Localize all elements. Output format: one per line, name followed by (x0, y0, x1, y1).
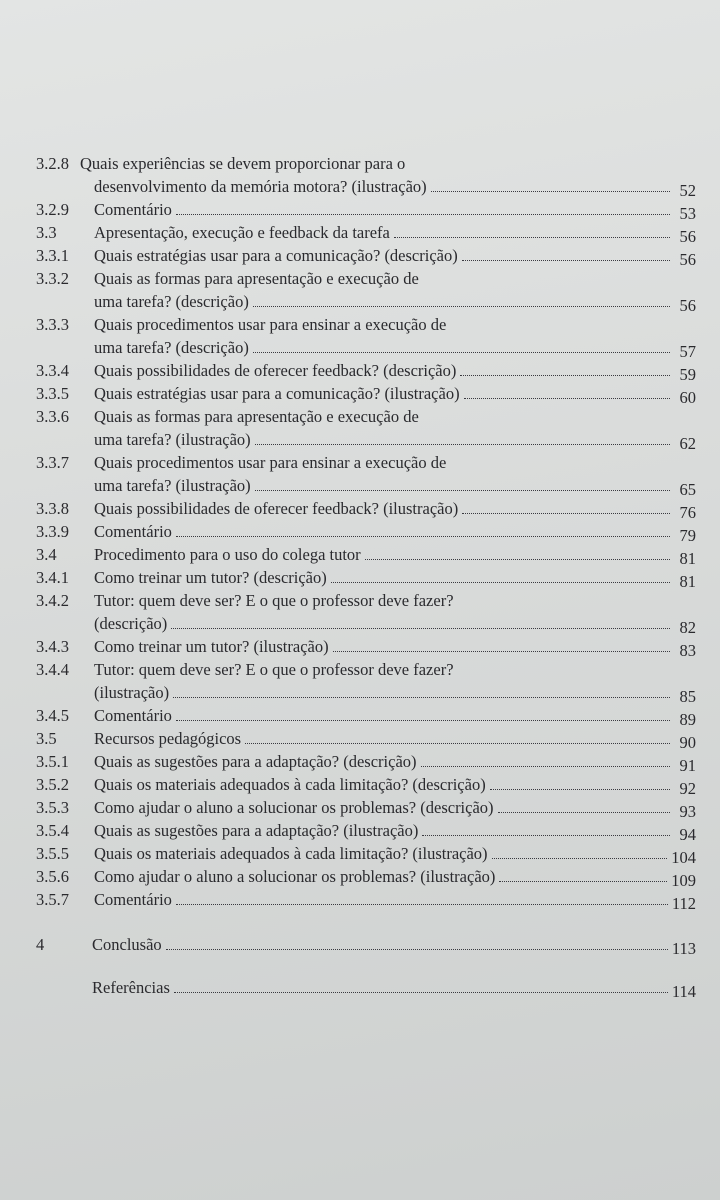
dot-leader (176, 904, 668, 905)
toc-entry (36, 543, 696, 566)
toc-entry-line (94, 290, 696, 313)
toc-entry-line (94, 198, 696, 221)
toc-entry-line (94, 865, 696, 888)
toc-entry (36, 313, 696, 359)
toc-entry-line (94, 658, 696, 681)
toc-entry-line (94, 612, 696, 635)
toc-entry-line (92, 933, 696, 956)
dot-leader (492, 858, 668, 859)
dot-leader (394, 237, 670, 238)
dot-leader (431, 191, 670, 192)
dot-leader (255, 444, 670, 445)
toc-page-number: 114 (671, 982, 696, 1001)
toc-entry-title: uma tarefa? (descrição) (94, 338, 249, 357)
toc-page-number: 83 (679, 641, 696, 660)
toc-page-number: 56 (679, 296, 696, 315)
toc-entry-title: Quais os materiais adequados à cada limitação? (ilustração) (94, 844, 488, 863)
toc-entry-title: Como ajudar o aluno a solucionar os problemas? (descrição) (94, 798, 494, 817)
toc-entry-number: 3.3.8 (36, 499, 69, 518)
toc-entry-title: Tutor: quem deve ser? E o que o professor deve fazer? (94, 660, 454, 679)
toc-entry-number: 3.4.1 (36, 568, 69, 587)
toc-entry-title: Tutor: quem deve ser? E o que o professor deve fazer? (94, 591, 454, 610)
toc-entry (36, 405, 696, 451)
toc-page-number: 92 (679, 779, 696, 798)
dot-leader (171, 628, 670, 629)
toc-entry-title: Quais procedimentos usar para ensinar a execução de (94, 315, 447, 334)
toc-entry-line (94, 750, 696, 773)
toc-entry (36, 704, 696, 727)
dot-leader (176, 214, 670, 215)
toc-page-number: 56 (679, 250, 696, 269)
toc-entry-title: Comentário (94, 706, 172, 725)
dot-leader (173, 697, 670, 698)
toc-entry (36, 497, 696, 520)
toc-entry (36, 359, 696, 382)
toc-entry-number: 3.3.4 (36, 361, 69, 380)
toc-entry-title: Quais possibilidades de oferecer feedback? (ilustração) (94, 499, 459, 518)
toc-entry-title: Quais as sugestões para a adaptação? (descrição) (94, 752, 417, 771)
toc-entry (36, 865, 696, 888)
toc-page-number: 79 (679, 526, 696, 545)
toc-entry-title: uma tarefa? (ilustração) (94, 430, 251, 449)
toc-entry-title: uma tarefa? (ilustração) (94, 476, 251, 495)
toc-entry-title: Comentário (94, 200, 172, 219)
dot-leader (498, 812, 670, 813)
toc-entry-title: Procedimento para o uso do colega tutor (94, 545, 361, 564)
toc-entry-line (94, 727, 696, 750)
toc-entry-line (94, 681, 696, 704)
toc-entry-number: 3.5.7 (36, 890, 69, 909)
toc-page-number: 89 (679, 710, 696, 729)
toc-entry-title: Quais experiências se devem proporcionar para o (80, 154, 406, 173)
toc-entry-title: Quais as formas para apresentação e execução de (94, 269, 419, 288)
toc-entry (36, 198, 696, 221)
toc-entry-line (92, 976, 696, 999)
toc-entry-line (94, 704, 696, 727)
toc-entry (36, 727, 696, 750)
toc-entry-title: Recursos pedagógicos (94, 729, 242, 748)
toc-entry-line (94, 589, 696, 612)
toc-page-number: 104 (671, 848, 696, 867)
toc-entry-title: Como ajudar o aluno a solucionar os problemas? (ilustração) (94, 867, 496, 886)
toc-page-number: 93 (679, 802, 696, 821)
toc-entry-title: Como treinar um tutor? (ilustração) (94, 637, 329, 656)
toc-page-number: 59 (679, 365, 696, 384)
toc-entry-number: 3.5.4 (36, 821, 69, 840)
toc-entry-line (94, 175, 696, 198)
toc-entry-line (94, 451, 696, 474)
toc-entry (36, 658, 696, 704)
toc-page-number: 113 (671, 939, 696, 958)
toc-entry-line (94, 428, 696, 451)
toc-entry (36, 267, 696, 313)
toc-entry (36, 819, 696, 842)
toc-entry-line (94, 405, 696, 428)
toc-entry-line (94, 566, 696, 589)
toc-entry-title: desenvolvimento da memória motora? (ilustração) (94, 177, 427, 196)
toc-entry-number: 3.2.8 (36, 154, 69, 173)
toc-entry-number: 3.4.3 (36, 637, 69, 656)
toc-entry-line (94, 819, 696, 842)
toc-page-number: 94 (679, 825, 696, 844)
toc-entry-number: 3.3.6 (36, 407, 69, 426)
toc-entry-title: Comentário (94, 522, 172, 541)
toc-entry-title: (descrição) (94, 614, 168, 633)
toc-entry-title: Como treinar um tutor? (descrição) (94, 568, 327, 587)
toc-entry (36, 796, 696, 819)
toc-entry (36, 451, 696, 497)
dot-leader (166, 949, 668, 950)
dot-leader (253, 306, 670, 307)
toc-entry-number: 3.4.2 (36, 591, 69, 610)
dot-leader (460, 375, 670, 376)
toc-entry-title: Conclusão (92, 935, 162, 954)
toc-entry (36, 635, 696, 658)
table-of-contents (36, 152, 696, 999)
toc-entry-line (94, 336, 696, 359)
toc-chapter-entry (36, 933, 696, 956)
dot-leader (490, 789, 670, 790)
toc-entry-number: 3.4.4 (36, 660, 69, 679)
toc-entry-line (94, 635, 696, 658)
toc-entry-number: 3.3.2 (36, 269, 69, 288)
toc-page-number: 62 (679, 434, 696, 453)
dot-leader (422, 835, 670, 836)
toc-page-number: 56 (679, 227, 696, 246)
toc-entry-number: 3.5.2 (36, 775, 69, 794)
toc-entry-line (94, 313, 696, 336)
toc-entry-line (94, 474, 696, 497)
toc-entry (36, 589, 696, 635)
toc-entry-number: 3.4 (36, 545, 57, 564)
toc-entry-title: Quais estratégias usar para a comunicação? (descrição) (94, 246, 458, 265)
toc-entry-line (94, 244, 696, 267)
toc-entry-title: Apresentação, execução e feedback da tarefa (94, 223, 390, 242)
toc-page-number: 52 (679, 181, 696, 200)
toc-entry-line (94, 842, 696, 865)
toc-page-number: 81 (679, 549, 696, 568)
dot-leader (365, 559, 670, 560)
toc-entry (36, 842, 696, 865)
dot-leader (255, 490, 670, 491)
toc-page-number: 85 (679, 687, 696, 706)
dot-leader (245, 743, 670, 744)
toc-entry-title: Quais as sugestões para a adaptação? (ilustração) (94, 821, 419, 840)
toc-entry-title: uma tarefa? (descrição) (94, 292, 249, 311)
toc-entry-line (94, 520, 696, 543)
toc-entry-number: 3.5.5 (36, 844, 69, 863)
toc-references-entry (36, 976, 696, 999)
toc-entry-line (94, 267, 696, 290)
dot-leader (462, 513, 670, 514)
dot-leader (331, 582, 670, 583)
toc-entry-line (94, 543, 696, 566)
toc-page-number: 76 (679, 503, 696, 522)
dot-leader (333, 651, 670, 652)
toc-entry-number: 3.5 (36, 729, 57, 748)
toc-entry-line (94, 796, 696, 819)
toc-page-number: 60 (679, 388, 696, 407)
toc-entry-line (94, 773, 696, 796)
toc-page-number: 82 (679, 618, 696, 637)
toc-page-number: 109 (671, 871, 696, 890)
toc-entry-title: Quais os materiais adequados à cada limitação? (descrição) (94, 775, 486, 794)
toc-entry-number: 3.5.3 (36, 798, 69, 817)
toc-entry-line (94, 382, 696, 405)
toc-entry (36, 152, 696, 198)
dot-leader (462, 260, 670, 261)
toc-entry-number: 3.3.5 (36, 384, 69, 403)
toc-entry-line (94, 359, 696, 382)
toc-entry-number: 3.5.1 (36, 752, 69, 771)
toc-entry-title: (ilustração) (94, 683, 170, 702)
toc-entry-number: 3.2.9 (36, 200, 69, 219)
dot-leader (421, 766, 670, 767)
toc-entry-number: 3.3.9 (36, 522, 69, 541)
toc-entry (36, 520, 696, 543)
toc-entry-line (94, 221, 696, 244)
toc-entry (36, 888, 696, 911)
dot-leader (176, 720, 670, 721)
toc-entry-number: 3.5.6 (36, 867, 69, 886)
toc-page-number: 112 (671, 894, 696, 913)
toc-entry-title: Quais possibilidades de oferecer feedback? (descrição) (94, 361, 457, 380)
dot-leader (174, 992, 668, 993)
toc-entry (36, 244, 696, 267)
toc-page-number: 53 (679, 204, 696, 223)
toc-page-number: 81 (679, 572, 696, 591)
toc-entry-line (94, 888, 696, 911)
toc-entry-line (80, 152, 696, 175)
toc-chapter-number: 4 (36, 935, 45, 954)
dot-leader (499, 881, 667, 882)
dot-leader (464, 398, 670, 399)
toc-entry-title: Referências (92, 978, 170, 997)
toc-entry-number: 3.3.7 (36, 453, 69, 472)
toc-entry (36, 773, 696, 796)
dot-leader (176, 536, 670, 537)
toc-entry-number: 3.3.3 (36, 315, 69, 334)
toc-entry-title: Quais as formas para apresentação e execução de (94, 407, 419, 426)
toc-entry (36, 750, 696, 773)
toc-entry-title: Quais estratégias usar para a comunicação? (ilustração) (94, 384, 460, 403)
toc-page-number: 91 (679, 756, 696, 775)
toc-entry-number: 3.4.5 (36, 706, 69, 725)
toc-page-number: 90 (679, 733, 696, 752)
toc-page-number: 65 (679, 480, 696, 499)
toc-entry-title: Comentário (94, 890, 172, 909)
toc-entry-number: 3.3 (36, 223, 57, 242)
toc-entry-number: 3.3.1 (36, 246, 69, 265)
toc-page-number: 57 (679, 342, 696, 361)
dot-leader (253, 352, 670, 353)
toc-entry (36, 221, 696, 244)
toc-entry-line (94, 497, 696, 520)
toc-entry (36, 382, 696, 405)
toc-entry-title: Quais procedimentos usar para ensinar a execução de (94, 453, 447, 472)
toc-entry (36, 566, 696, 589)
